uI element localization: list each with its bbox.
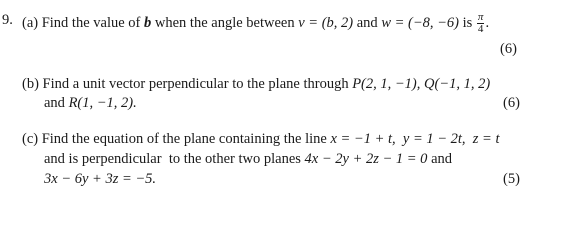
part-c-marks: (5)	[503, 171, 520, 187]
part-c-line-equation: x = −1 + t, y = 1 − 2t, z = t	[330, 131, 500, 147]
part-a-w-equation: w = (−8, −6)	[381, 14, 459, 31]
part-b-marks: (6)	[503, 95, 520, 111]
part-c-label: (c)	[22, 131, 39, 147]
part-b-text: Find a unit vector perpendicular to the plane through	[42, 76, 349, 92]
part-b-and: and	[44, 95, 65, 111]
part-c-and: and	[431, 151, 452, 167]
part-a-is: is	[462, 14, 473, 31]
part-c-plane-2: 3x − 6y + 3z = −5.	[44, 171, 157, 187]
fraction-denominator: 4	[477, 23, 484, 35]
question-number: 9.	[2, 12, 13, 28]
part-a-marks: (6)	[500, 41, 517, 57]
part-a-and: and	[356, 14, 378, 31]
part-a-line-1	[22, 12, 489, 35]
part-a-v-equation: v = (b, 2)	[298, 14, 354, 31]
part-c-line-3	[44, 170, 156, 188]
part-c-text: Find the equation of the plane containing the line	[41, 131, 327, 147]
part-b-line-2	[44, 94, 137, 112]
part-b-point-r: R(1, −1, 2).	[68, 95, 137, 111]
part-a-angle-fraction	[477, 12, 485, 35]
part-c-perpendicular-text: and is perpendicular to the other two planes	[44, 151, 301, 167]
part-a-period: .	[485, 14, 490, 31]
part-a-text-pre: Find the value of	[41, 14, 141, 31]
part-c-plane-1: 4x − 2y + 2z − 1 = 0	[304, 151, 428, 167]
part-a-label: (a)	[22, 14, 39, 31]
part-c-line-2	[44, 150, 452, 168]
fraction-numerator: π	[477, 11, 484, 23]
part-a-var-b: b	[144, 14, 152, 31]
part-b-label: (b)	[22, 76, 39, 92]
part-b-points-pq: P(2, 1, −1), Q(−1, 1, 2)	[352, 76, 491, 92]
part-c-line-1	[22, 130, 500, 148]
part-b-line-1	[22, 75, 490, 93]
part-a-text-mid: when the angle between	[154, 14, 295, 31]
